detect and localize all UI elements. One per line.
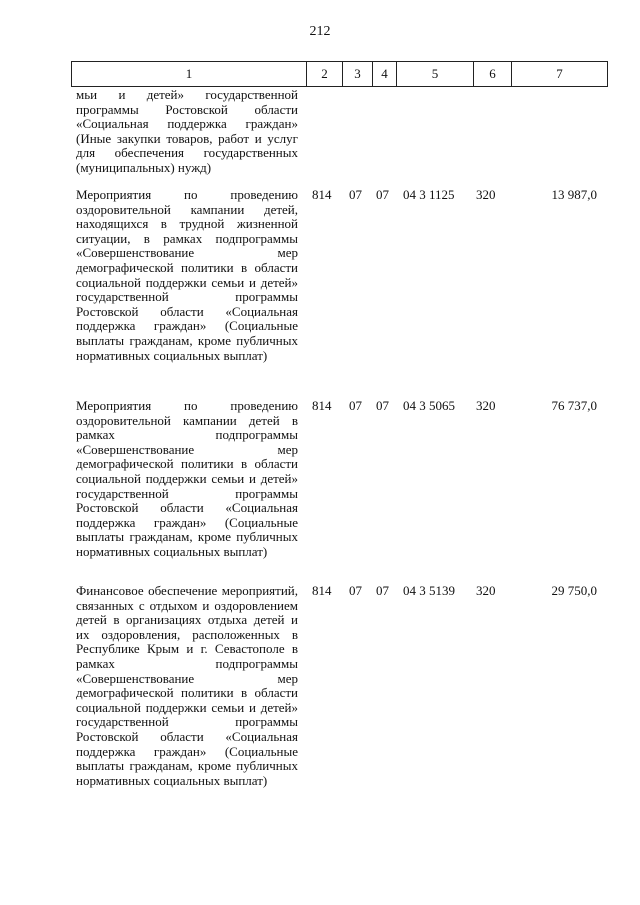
subsection-code: 07	[376, 398, 389, 413]
column-header-5: 5	[397, 62, 474, 87]
subsection-code: 07	[376, 187, 389, 202]
section-code: 07	[349, 583, 362, 598]
row-description: Мероприятия по проведению оздоровительной кампании детей, находящихся в трудной жизненной ситуации, в рамках подпрограммы «Совершенствование мер демографической политики в области социальной поддержки семьи и детей» государственной программы Ростовской области «Социальная поддержка граждан» (Социальные выплаты гражданам, кроме публичных нормативных социальных выплат)	[76, 187, 298, 363]
target-article-code: 04 3 1125	[403, 187, 455, 202]
column-header-row	[72, 62, 608, 87]
amount-value: 29 750,0	[551, 583, 597, 598]
column-header-7: 7	[512, 62, 608, 87]
section-code: 07	[349, 398, 362, 413]
page-number: 212	[309, 24, 331, 39]
expense-type-code: 320	[476, 583, 496, 598]
amount-value: 76 737,0	[551, 398, 597, 413]
row-description: Мероприятия по проведению оздоровительной кампании детей в рамках подпрограммы «Совершенствование мер демографической политики в области социальной поддержки семьи и детей» государственной программы Ростовской области «Социальная поддержка граждан» (Социальные выплаты гражданам, кроме публичных нормативных социальных выплат)	[76, 398, 298, 559]
ministry-code: 814	[312, 187, 332, 202]
column-header-1: 1	[72, 62, 307, 87]
section-code: 07	[349, 187, 362, 202]
column-header-3: 3	[343, 62, 373, 87]
row-description: мьи и детей» государственной программы Ростовской области «Социальная поддержка граждан» (Иные закупки товаров, работ и услуг для обеспечения государственных (муниципальных) нужд)	[76, 87, 298, 175]
target-article-code: 04 3 5139	[403, 583, 455, 598]
expense-type-code: 320	[476, 187, 496, 202]
expense-type-code: 320	[476, 398, 496, 413]
column-header-2: 2	[307, 62, 343, 87]
target-article-code: 04 3 5065	[403, 398, 455, 413]
column-header-table	[71, 61, 608, 87]
subsection-code: 07	[376, 583, 389, 598]
amount-value: 13 987,0	[551, 187, 597, 202]
ministry-code: 814	[312, 583, 332, 598]
ministry-code: 814	[312, 398, 332, 413]
column-header-6: 6	[474, 62, 512, 87]
row-description: Финансовое обеспечение мероприятий, связанных с отдыхом и оздоровлением детей в организациях отдыха детей и их оздоровления, расположенных в Республике Крым и г. Севастополе в рамках подпрограммы «Совершенствование мер демографической политики в области социальной поддержки семьи и детей» государственной программы Ростовской области «Социальная поддержка граждан» (Социальные выплаты гражданам, кроме публичных нормативных социальных выплат)	[76, 583, 298, 788]
column-header-4: 4	[373, 62, 397, 87]
